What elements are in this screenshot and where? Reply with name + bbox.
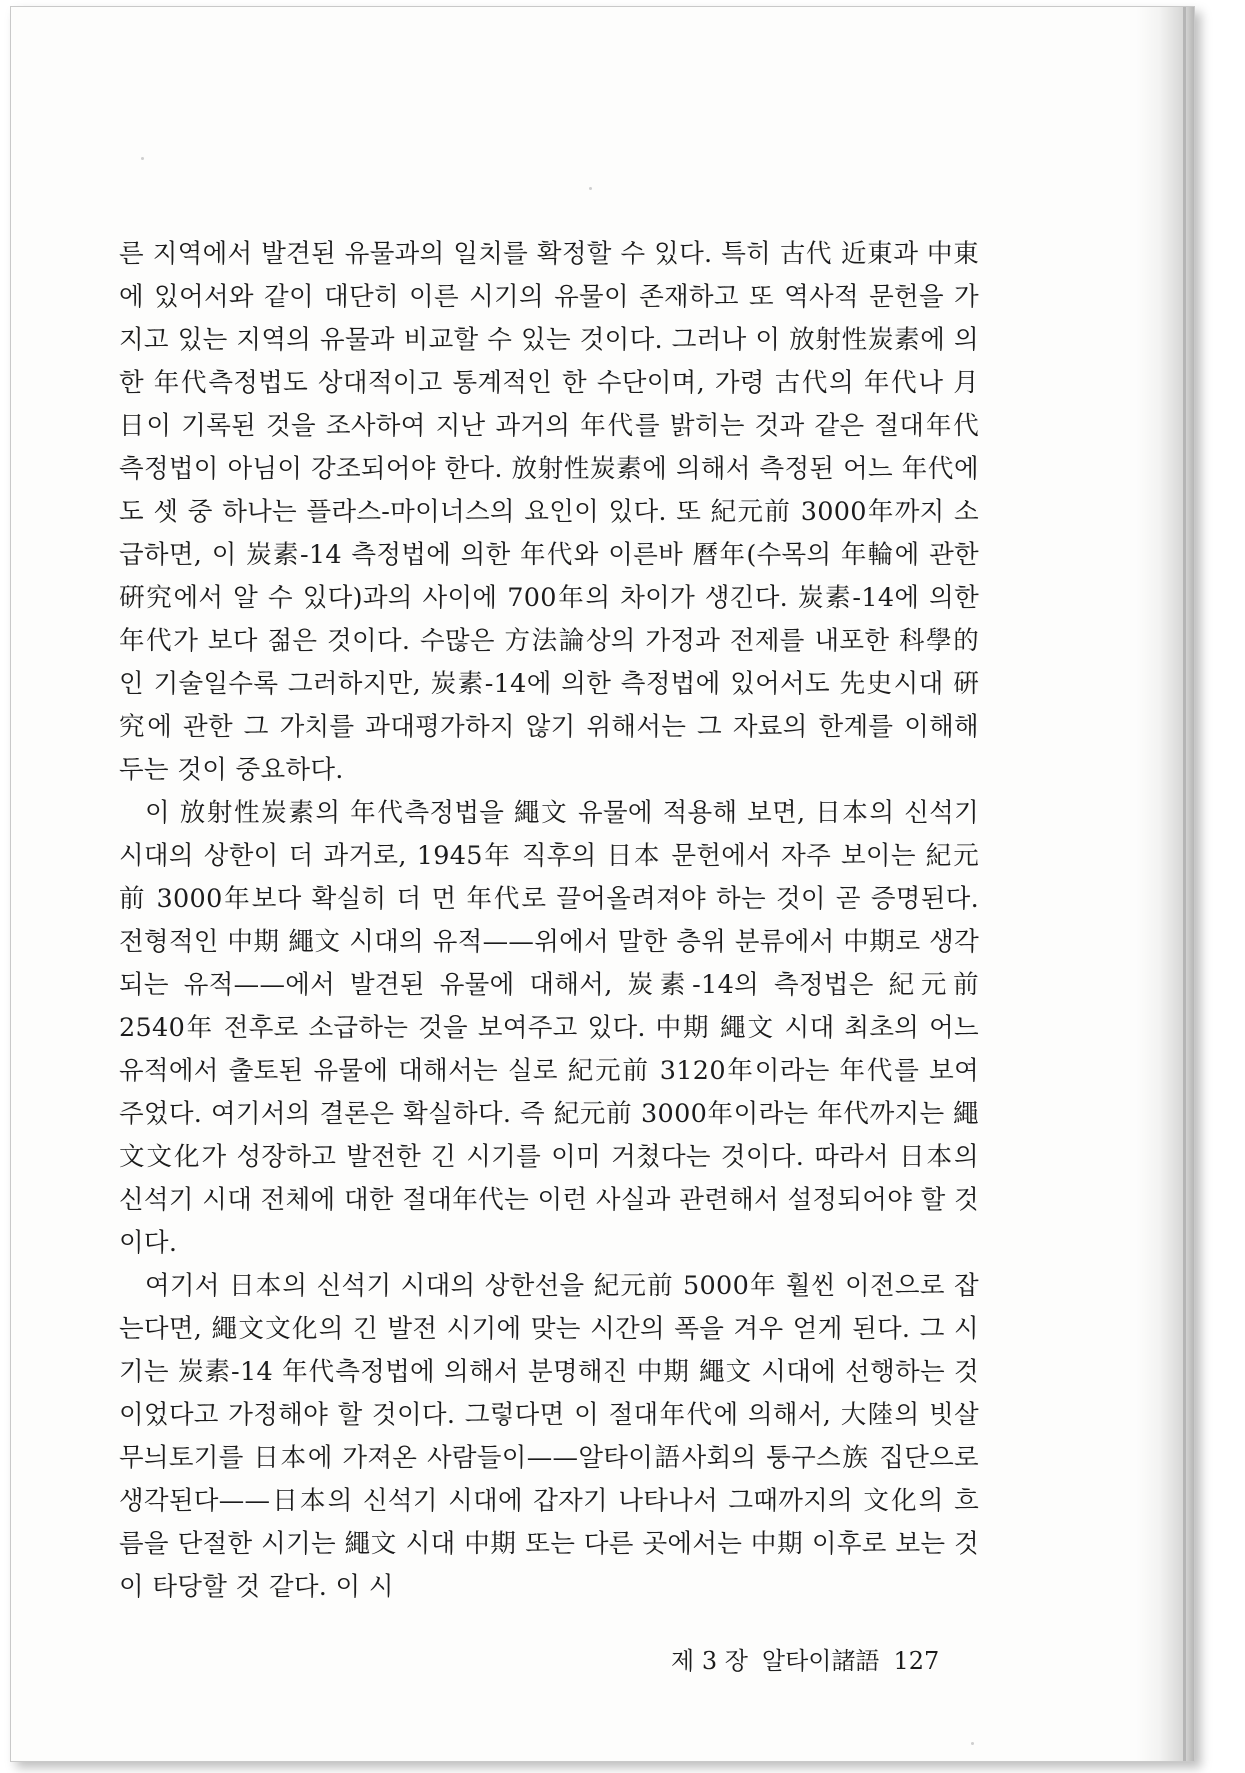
body-text: [119, 233, 979, 1609]
book-page: [10, 6, 1195, 1762]
paragraph: 이 放射性炭素의 年代측정법을 繩文 유물에 적용해 보면, 日本의 신석기 시대의 상한이 더 과거로, 1945年 직후의 日本 문헌에서 자주 보이는 紀元前 3000年보다 확실히 더 먼 年代로 끌어올려져야 하는 것이 곧 증명된다. 전형적인 中期 繩文 시대의 유적——위에서 말한 층위 분류에서 中期로 생각되는 유적——에서 발견된 유물에 대해서, 炭素-14의 측정법은 紀元前 2540年 전후로 소급하는 것을 보여주고 있다. 中期 繩文 시대 최초의 어느 유적에서 출토된 유물에 대해서는 실로 紀元前 3120年이라는 年代를 보여주었다. 여기서의 결론은 확실하다. 즉 紀元前 3000年이라는 年代까지는 繩文文化가 성장하고 발전한 긴 시기를 이미 거쳤다는 것이다. 따라서 日本의 신석기 시대 전체에 대한 절대年代는 이런 사실과 관련해서 설정되어야 할 것이다.: [119, 798, 979, 1258]
page-number: 127: [893, 1647, 940, 1675]
scan-speck: [971, 1742, 974, 1745]
running-footer: [671, 1641, 971, 1676]
chapter-title: 알타이諸語: [761, 1647, 880, 1675]
page-edge-line: [1183, 7, 1186, 1761]
paragraph: 른 지역에서 발견된 유물과의 일치를 확정할 수 있다. 특히 古代 近東과 中東에 있어서와 같이 대단히 이른 시기의 유물이 존재하고 또 역사적 문헌을 가지고 있는 지역의 유물과 비교할 수 있는 것이다. 그러나 이 放射性炭素에 의한 年代측정법도 상대적이고 통계적인 한 수단이며, 가령 古代의 年代나 月日이 기록된 것을 조사하여 지난 과거의 年代를 밝히는 것과 같은 절대年代 측정법이 아님이 강조되어야 한다. 放射性炭素에 의해서 측정된 어느 年代에도 셋 중 하나는 플라스-마이너스의 요인이 있다. 또 紀元前 3000年까지 소급하면, 이 炭素-14 측정법에 의한 年代와 이른바 曆年(수목의 年輪에 관한 硏究에서 알 수 있다)과의 사이에 700年의 차이가 생긴다. 炭素-14에 의한 年代가 보다 젊은 것이다. 수많은 方法論상의 가정과 전제를 내포한 科學的인 기술일수록 그러하지만, 炭素-14에 의한 측정법에 있어서도 先史시대 硏究에 관한 그 가치를 과대평가하지 않기 위해서는 그 자료의 한계를 이해해 두는 것이 중요하다.: [119, 239, 979, 785]
scan-speck: [141, 157, 144, 160]
scan-speck: [589, 187, 592, 190]
chapter-label: 제 3 장: [671, 1647, 748, 1675]
paragraph: 여기서 日本의 신석기 시대의 상한선을 紀元前 5000年 훨씬 이전으로 잡는다면, 繩文文化의 긴 발전 시기에 맞는 시간의 폭을 겨우 얻게 된다. 그 시기는 炭素-14 年代측정법에 의해서 분명해진 中期 繩文 시대에 선행하는 것이었다고 가정해야 할 것이다. 그렇다면 이 절대年代에 의해서, 大陸의 빗살무늬토기를 日本에 가져온 사람들이——알타이語사회의 퉁구스族 집단으로 생각된다——日本의 신석기 시대에 갑자기 나타나서 그때까지의 文化의 흐름을 단절한 시기는 繩文 시대 中期 또는 다른 곳에서는 中期 이후로 보는 것이 타당할 것 같다. 이 시: [119, 1271, 979, 1602]
